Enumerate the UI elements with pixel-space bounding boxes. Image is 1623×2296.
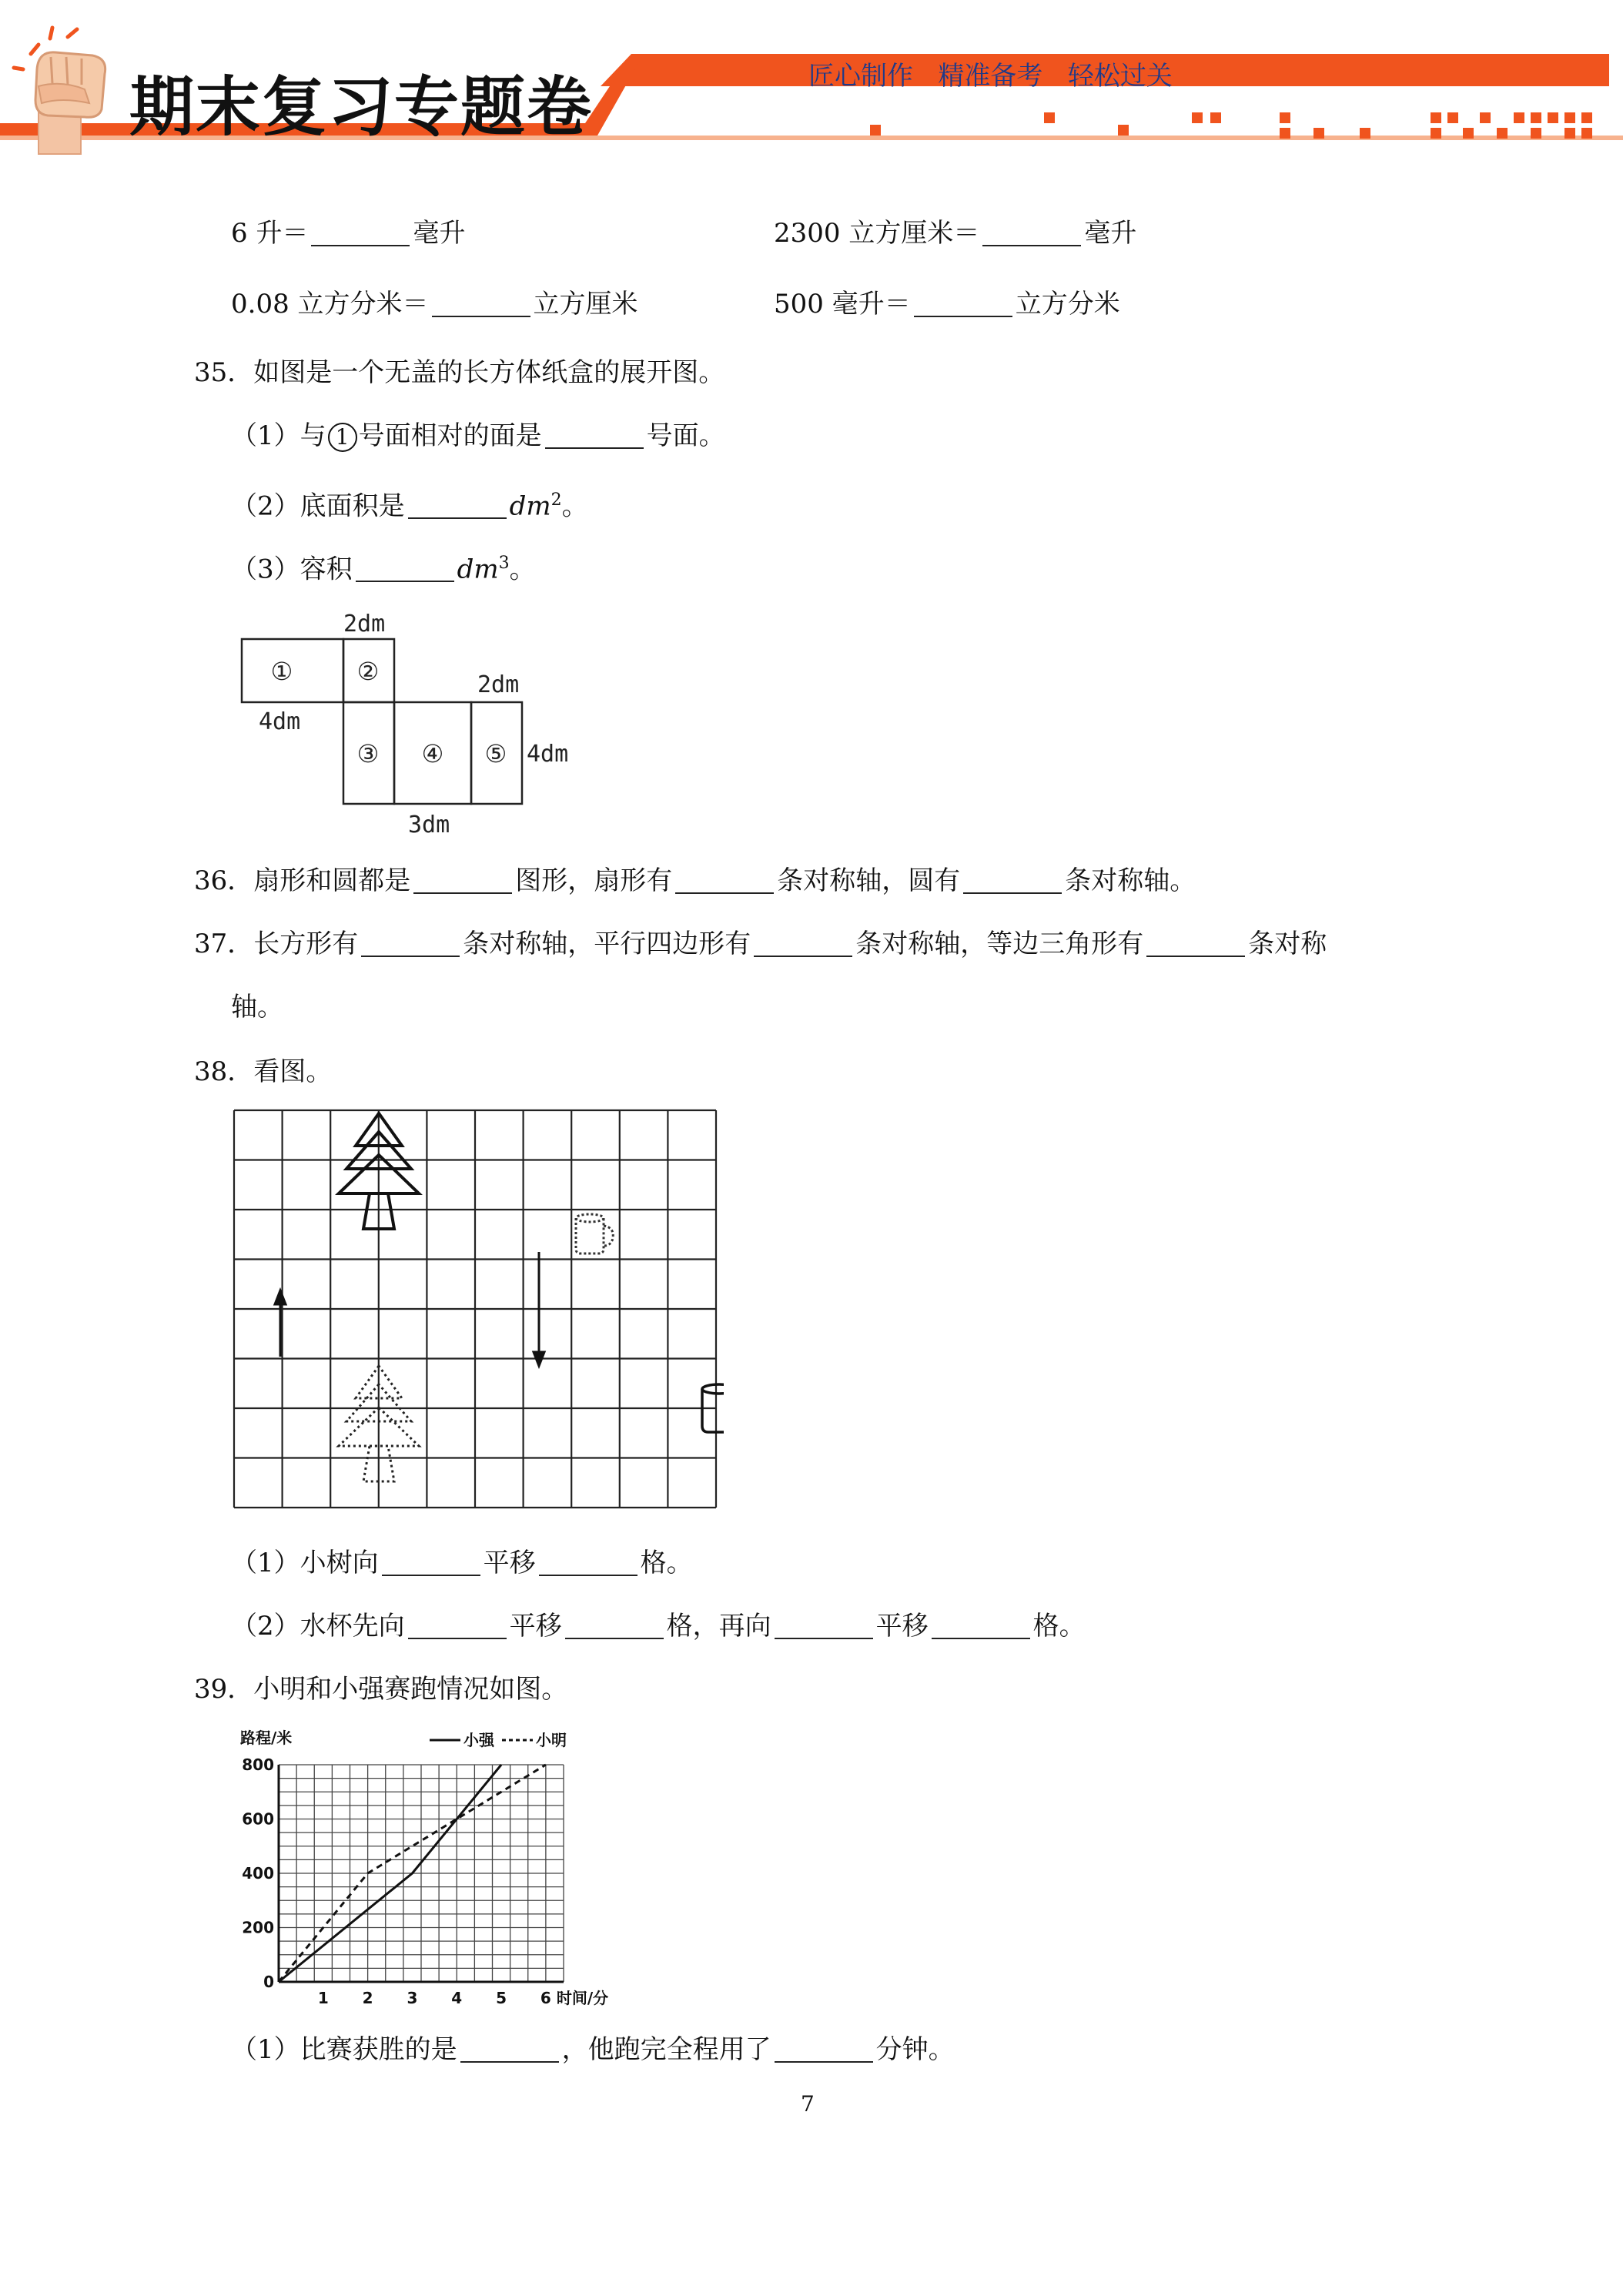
answer-blank[interactable] <box>432 293 530 317</box>
q35-part2: （2）底面积是 $dm^2$。 <box>231 490 588 522</box>
box-net-diagram <box>231 604 616 843</box>
race-line-chart <box>231 1725 616 2017</box>
answer-blank[interactable] <box>382 1551 480 1576</box>
page-header <box>0 0 1623 154</box>
answer-blank[interactable] <box>413 869 512 894</box>
answer-blank[interactable] <box>565 1615 664 1639</box>
q37: 37．长方形有 条对称轴，平行四边形有 条对称轴，等边三角形有 条对称 <box>194 929 1327 959</box>
answer-blank[interactable] <box>982 222 1081 246</box>
answer-blank[interactable] <box>460 2038 559 2063</box>
header-slogan: 匠心制作 精准备考 轻松过关 <box>808 61 1173 92</box>
net-label-bottom: 3dm <box>408 812 450 838</box>
net-label-left-bottom: 4dm <box>259 708 301 735</box>
q36: 36．扇形和圆都是 图形，扇形有 条对称轴，圆有 条对称轴。 <box>194 865 1196 896</box>
chart-y-tick-label: 400 <box>242 1864 274 1883</box>
q37-continued: 轴。 <box>231 992 283 1022</box>
answer-blank[interactable] <box>775 2038 873 2063</box>
q39-part1: （1）比赛获胜的是 ，他跑完全程用了 分钟。 <box>231 2034 955 2065</box>
q35-part1: （1）与 1 号面相对的面是 号面。 <box>231 420 725 451</box>
conversion-1: 6 升＝ 毫升 <box>231 218 466 249</box>
chart-x-tick-label: 5 <box>496 1989 507 2007</box>
answer-blank[interactable] <box>356 557 454 582</box>
answer-blank[interactable] <box>361 932 460 957</box>
chart-x-tick-label: 1 <box>317 1989 329 2007</box>
net-label-top: 2dm <box>343 611 386 638</box>
chart-y-axis-label: 路程/米 <box>240 1729 293 1747</box>
chart-y-tick-label: 600 <box>242 1809 274 1829</box>
answer-blank[interactable] <box>311 222 410 246</box>
chart-x-tick-label: 2 <box>362 1989 373 2007</box>
fist-logo-icon <box>8 23 123 158</box>
grid-lines <box>234 1110 716 1508</box>
q39-stem: 39．小明和小强赛跑情况如图。 <box>194 1674 568 1705</box>
answer-blank[interactable] <box>963 869 1062 894</box>
answer-blank[interactable] <box>914 293 1012 317</box>
chart-x-axis-label: 时间/分 <box>556 1989 609 2007</box>
page-number: 7 <box>801 2091 815 2117</box>
q38-stem: 38．看图。 <box>194 1056 333 1087</box>
net-face-5: ⑤ <box>484 739 507 768</box>
net-face-4: ④ <box>421 739 444 768</box>
chart-y-tick-label: 0 <box>263 1973 274 1991</box>
net-face-1: ① <box>270 657 293 686</box>
chart-x-tick-label: 6 <box>540 1989 551 2007</box>
conversion-3: 0.08 立方分米＝ 立方厘米 <box>231 289 638 320</box>
chart-legend-label-1: 小强 <box>463 1731 494 1749</box>
cup-original-icon <box>576 1214 613 1253</box>
answer-blank[interactable] <box>545 424 644 449</box>
exam-title: 期末复习专题卷 <box>129 69 594 145</box>
arrow-up-icon <box>275 1290 286 1357</box>
chart-x-tick-label: 4 <box>451 1989 463 2007</box>
q38-part2: （2）水杯先向 平移 格，再向 平移 格。 <box>231 1611 1086 1642</box>
net-face-2: ② <box>356 657 380 686</box>
translation-grid-figure <box>231 1103 724 1526</box>
answer-blank[interactable] <box>754 932 852 957</box>
chart-y-tick-label: 800 <box>242 1755 274 1774</box>
q35-stem: 35．如图是一个无盖的长方体纸盒的展开图。 <box>194 357 725 388</box>
net-label-right-top: 2dm <box>477 671 520 698</box>
chart-x-tick-label: 3 <box>407 1989 418 2007</box>
circled-number: 1 <box>328 423 357 452</box>
answer-blank[interactable] <box>932 1615 1030 1639</box>
answer-blank[interactable] <box>675 869 774 894</box>
answer-blank[interactable] <box>775 1615 873 1639</box>
conversion-4: 500 毫升＝ 立方分米 <box>774 289 1120 320</box>
conversion-2: 2300 立方厘米＝ 毫升 <box>774 218 1137 249</box>
answer-blank[interactable] <box>408 494 507 519</box>
net-label-right: 4dm <box>527 741 569 768</box>
answer-blank[interactable] <box>1146 932 1245 957</box>
net-face-3: ③ <box>356 739 380 768</box>
chart-y-tick-label: 200 <box>242 1918 274 1937</box>
q38-part1: （1）小树向 平移 格。 <box>231 1548 693 1578</box>
q35-part3: （3）容积 $dm^3$。 <box>231 554 536 585</box>
answer-blank[interactable] <box>408 1615 507 1639</box>
answer-blank[interactable] <box>539 1551 637 1576</box>
chart-legend-label-2: 小明 <box>536 1731 567 1749</box>
